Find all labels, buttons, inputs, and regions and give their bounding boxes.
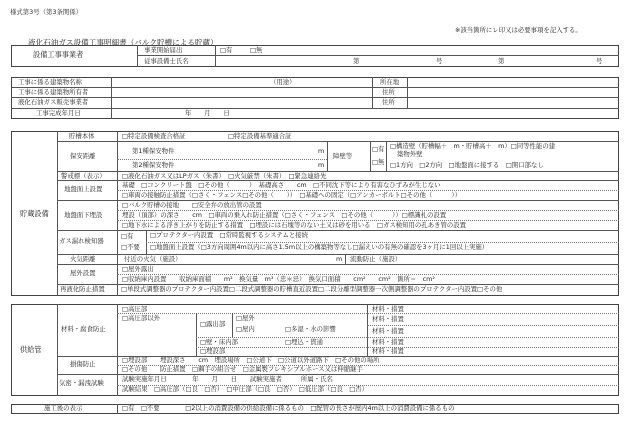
outdoor-checkbox[interactable]: □屋外: [236, 314, 255, 322]
second-class-label: 第2種保安物件: [132, 161, 175, 169]
underground-depth-options[interactable]: 埋設（頂部）の深さ cm □車両の乗入れ防止措置（□さく・フェンス □その他（ ））□標識札の設置: [122, 211, 447, 219]
gas-detector-yes-checkbox[interactable]: □有: [121, 232, 134, 240]
ground-install-label: 地盤面上設置: [64, 185, 103, 193]
barrier-structure-options[interactable]: □構造壁（貯槽幅＋ m・貯槽高＋ m）□同等性能の建: [390, 142, 556, 150]
building-location-label: 所在地: [380, 78, 400, 86]
damage-buried-options[interactable]: □埋設部 埋設深さ cm 埋設場所 □公道下 □公道以外道路下 □その他の場所: [122, 356, 380, 364]
non-high-pressure-checkbox[interactable]: □高圧部以外: [122, 314, 160, 322]
building-section: [11, 77, 619, 119]
high-pressure-checkbox[interactable]: □高圧部: [122, 305, 148, 313]
building-use-label: （用途）: [270, 78, 296, 86]
instruction-note: ※該当箇所にレ印又は必要事項を記入する。: [455, 26, 582, 34]
start-notice-yes-checkbox[interactable]: □有: [220, 46, 233, 54]
ground-foundation-options[interactable]: 基礎 □コンクリート盤 □その他（ ） 基礎高さ cm □不同沈下等により有害なひずみが生じない: [122, 181, 441, 189]
post-install-options[interactable]: □有 □不要 □2以上の消費設備の供給設備に係るもの □配管の長さが屋内4m以上の消費設備に係るもの: [122, 404, 455, 412]
damage-other-options[interactable]: □その他 防止措置 □鋼手の組合せ □金属製フレキシブルホース又は伸縮継手: [122, 365, 363, 373]
contractor-label: 設備工事事業者: [33, 50, 84, 59]
underground-water-options[interactable]: □地下水による浮き上がりを防止する措置 □埋設には石塊等のない土又は砂を用いる □ガス検知用の孔あき管の設置: [122, 221, 467, 229]
gas-detector-label: ガス漏れ検知器: [59, 237, 104, 245]
number-suffix-2: 号: [596, 57, 603, 65]
humidity-checkbox[interactable]: □多湿・水の影響: [285, 325, 336, 333]
test-date-row: 試験実施年月日 年 月 日 試験実施者 所属・氏名: [122, 375, 333, 383]
underground-ground-options[interactable]: □バルク貯槽の接地 □安全弁の放出管の設置: [122, 201, 262, 209]
gas-detector-ground-options[interactable]: □地盤面上設置（□3方向周囲4m以内に高さ1.5m以上の構築物等なし□漏えいの有無の確認を3ヶ月に1回以上実施）: [150, 243, 489, 251]
storage-group-label: 貯蔵設備: [20, 209, 49, 218]
material-measure-5: 材料・措置: [372, 347, 404, 355]
completion-date-label: 工事完成年月日: [36, 109, 81, 117]
building-owner-label: 工事に係る建築物所有者: [18, 88, 89, 96]
gas-seller-label: 液化石油ガス販売事業者: [18, 98, 89, 106]
gas-detector-no-checkbox[interactable]: □不要: [121, 243, 140, 251]
post-install-label: 施工後の表示: [44, 404, 83, 412]
barrier-structure-cont: 築物外壁: [397, 150, 423, 158]
embed-penetration-checkbox[interactable]: □埋込・貫通: [285, 338, 323, 346]
material-measure-1: 材料・措置: [372, 305, 404, 313]
material-measure-4: 材料・措置: [372, 338, 404, 346]
barrier-direction-options[interactable]: □1方向 □2方向 □地盤面に接する □開口部なし: [390, 161, 544, 169]
supply-group-label: 供給管: [20, 345, 42, 354]
flow-prevention-label: 流動防止（施設）: [350, 255, 402, 263]
storage-room-options[interactable]: □収納庫内設置 収納庫面積 m² 換気量 m³（忠＊忌） 換気口面積 cm² cm² 箇所＝ cm²: [122, 275, 435, 283]
indoor-checkbox[interactable]: □屋内: [236, 325, 255, 333]
second-class-unit: m: [318, 161, 325, 169]
first-class-unit: m: [318, 147, 325, 155]
nearby-fire-label: 付近の火気（施設）: [124, 255, 182, 263]
gas-detector-protector-options[interactable]: □プロテクター内設置 □常時監視するシステムと接続: [150, 231, 309, 239]
number-suffix-1: 号: [436, 57, 443, 65]
warning-sign-label: 警戒標（表示）: [61, 172, 106, 180]
leak-test-label: 気密・漏洩試験: [59, 379, 104, 387]
start-notice-no-checkbox[interactable]: □無: [250, 46, 263, 54]
form-number: 様式第3号（第3条関係）: [10, 8, 83, 16]
seller-address-label: 住所: [382, 98, 395, 106]
outdoor-install-label: 屋外設置: [70, 269, 96, 277]
barrier-yes-checkbox[interactable]: □有: [372, 145, 385, 153]
damage-prevention-label: 損傷防止: [70, 360, 96, 368]
fire-distance-label: 火気距離: [70, 255, 96, 263]
underground-label: 地盤面下埋設: [64, 211, 103, 219]
first-class-label: 第1種保安物件: [132, 147, 175, 155]
number-prefix-2: 第: [498, 57, 505, 65]
test-result-options[interactable]: 試験結果 □高圧部（□良 □否） □中圧部（□良 □否） □低圧部（□良 □否）: [122, 385, 369, 393]
material-measure-3: 材料・措置: [372, 327, 404, 335]
start-notice-label: 事業開始届出: [144, 46, 183, 54]
contractor-section: [11, 45, 619, 67]
ground-vehicle-options[interactable]: □車両の接触防止措置（□さく・フェンス□その他（ ）） □基礎への固定（□アンカーボルト□その他（ ））: [122, 191, 461, 199]
owner-address-label: 住所: [382, 88, 395, 96]
technician-name-label: 従事設備士氏名: [144, 57, 189, 65]
warning-sign-options[interactable]: □液化石油ガス又はLPガス（朱書） □火気厳禁（朱書） □緊急連絡先: [122, 172, 327, 180]
tank-inspection-checkbox[interactable]: □特定設備検査合格証: [122, 132, 186, 140]
outdoor-exposed-checkbox[interactable]: □屋外露出: [122, 265, 154, 273]
material-label: 材料・腐食防止: [61, 325, 106, 333]
tank-body-label: 貯槽本体: [69, 132, 95, 140]
reliquefaction-options[interactable]: □単段式調整器のプロテクター内設置□二段式調整器の貯槽直近設置□二段分離型調整器一次側調整器のプロテクター内設置□その他: [121, 285, 503, 293]
number-prefix-1: 第: [353, 57, 360, 65]
reliquefaction-label: 再液化防止措置: [60, 285, 105, 293]
building-name-label: 工事に係る建築物名称: [18, 78, 82, 86]
form-title: 液化石油ガス設備工事明細書（バルク貯槽による貯蔵）: [28, 38, 218, 47]
wall-floor-checkbox[interactable]: □壁・床内部: [200, 338, 238, 346]
safety-distance-label: 保安距離: [70, 152, 96, 160]
barrier-no-checkbox[interactable]: □無: [372, 158, 385, 166]
buried-part-checkbox[interactable]: □埋設部: [200, 347, 226, 355]
exposed-part-checkbox[interactable]: □露出部: [200, 320, 226, 328]
completion-date-value: 年 月 日: [185, 109, 230, 117]
tank-conformity-checkbox[interactable]: □特定設備基準適合証: [228, 132, 292, 140]
fire-distance-unit: m: [336, 255, 343, 263]
barrier-label: 障壁等: [333, 152, 353, 160]
material-measure-2: 材料・措置: [372, 315, 404, 323]
